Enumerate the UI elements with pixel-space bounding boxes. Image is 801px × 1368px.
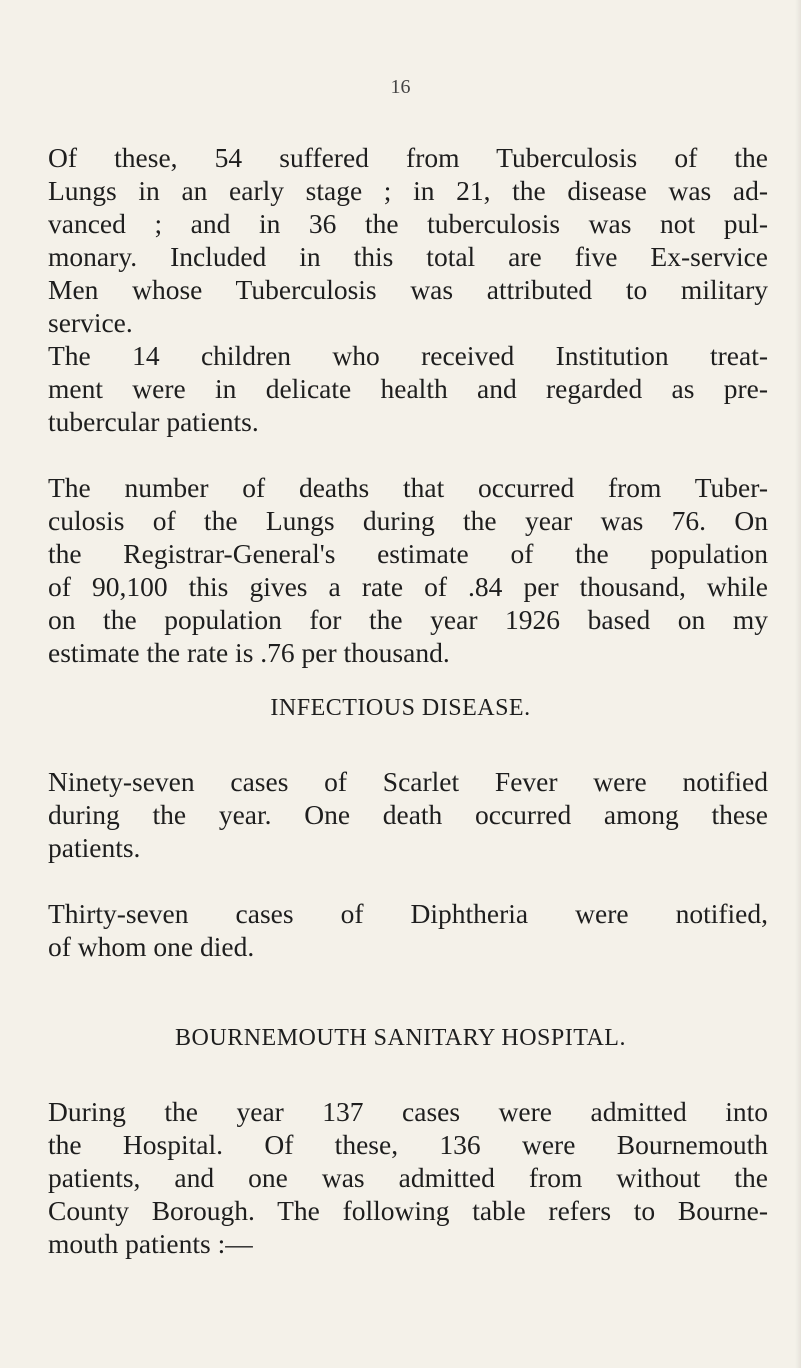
paragraph-deaths-rate <box>48 471 768 669</box>
page-number: 16 <box>390 76 411 98</box>
text-line: patients. <box>48 832 141 863</box>
text-line: during the year. One death occurred among these <box>48 799 768 830</box>
text-line: The number of deaths that occurred from Tuber- <box>48 472 768 503</box>
paragraph-tuberculosis-cases <box>48 141 768 339</box>
text-line: ment were in delicate health and regarded as pre- <box>48 373 768 404</box>
section-heading-sanitary-hospital: BOURNEMOUTH SANITARY HOSPITAL. <box>175 1025 626 1051</box>
text-line: on the population for the year 1926 based on my <box>48 604 768 635</box>
text-line: County Borough. The following table refers to Bourne- <box>48 1195 768 1226</box>
text-line: of whom one died. <box>48 931 255 962</box>
text-line: culosis of the Lungs during the year was 76. On <box>48 505 768 536</box>
text-line: estimate the rate is .76 per thousand. <box>48 637 450 668</box>
page-edge-shadow <box>795 0 801 1368</box>
text-line: The 14 children who received Institution treat- <box>48 340 768 371</box>
text-line: the Hospital. Of these, 136 were Bournemouth <box>48 1129 768 1160</box>
paragraph-children-treatment <box>48 339 768 438</box>
paragraph-hospital-admissions <box>48 1095 768 1260</box>
text-line: vanced ; and in 36 the tuberculosis was not pul- <box>48 208 768 239</box>
text-line: the Registrar-General's estimate of the population <box>48 538 768 569</box>
text-line: Ninety-seven cases of Scarlet Fever were notified <box>48 766 768 797</box>
paragraph-scarlet-fever <box>48 765 768 864</box>
text-line: mouth patients :— <box>48 1228 253 1259</box>
text-line: Men whose Tuberculosis was attributed to military <box>48 274 768 305</box>
section-heading-infectious-disease: INFECTIOUS DISEASE. <box>270 695 531 721</box>
text-line: During the year 137 cases were admitted into <box>48 1096 768 1127</box>
paragraph-diphtheria <box>48 897 768 963</box>
text-line: Of these, 54 suffered from Tuberculosis of the <box>48 142 768 173</box>
text-line: Lungs in an early stage ; in 21, the disease was ad- <box>48 175 768 206</box>
text-line: monary. Included in this total are five Ex-service <box>48 241 768 272</box>
text-line: service. <box>48 307 133 338</box>
text-line: patients, and one was admitted from without the <box>48 1162 768 1193</box>
text-line: Thirty-seven cases of Diphtheria were notified, <box>48 898 768 929</box>
text-line: of 90,100 this gives a rate of .84 per thousand, while <box>48 571 768 602</box>
text-line: tubercular patients. <box>48 406 259 437</box>
